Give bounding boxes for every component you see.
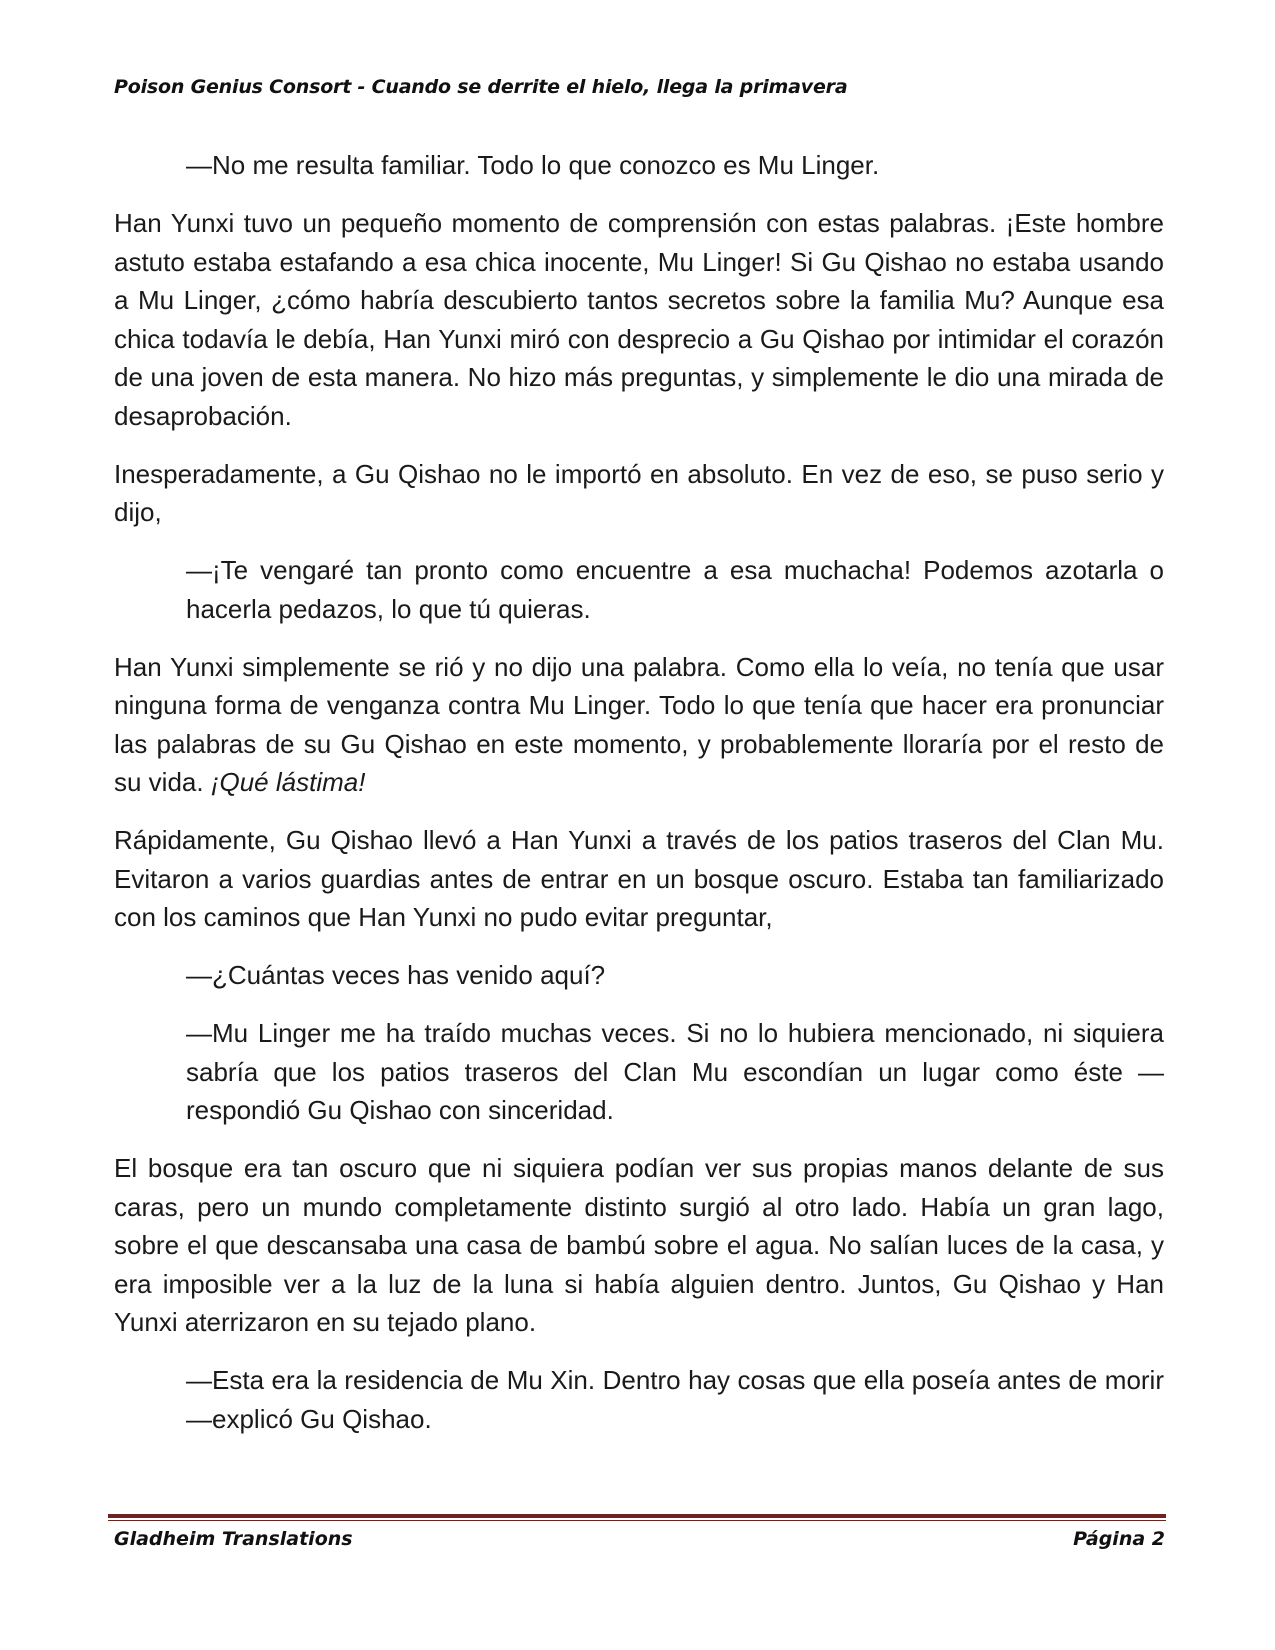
body-text [114, 146, 1164, 1458]
paragraph-narration [114, 648, 1164, 802]
paragraph-dialogue: —Mu Linger me ha traído muchas veces. Si no lo hubiera mencionado, ni siquiera sabría que los patios traseros del Clan Mu escondían un lugar como éste —respondió Gu Qishao con sinceridad. [186, 1018, 1164, 1125]
paragraph-dialogue: —Esta era la residencia de Mu Xin. Dentro hay cosas que ella poseía antes de morir —explicó Gu Qishao. [186, 1365, 1164, 1434]
paragraph-dialogue: —¿Cuántas veces has venido aquí? [186, 960, 606, 990]
italic-exclamation: ¡Qué lástima! [210, 767, 366, 797]
running-header-title: Poison Genius Consort - Cuando se derrite el hielo, llega la primavera [114, 76, 848, 98]
footer-publisher: Gladheim Translations [114, 1528, 353, 1550]
footer-divider-thin [108, 1520, 1166, 1521]
footer-divider-thick [108, 1514, 1166, 1518]
paragraph-narration: Rápidamente, Gu Qishao llevó a Han Yunxi a través de los patios traseros del Clan Mu. Evitaron a varios guardias antes de entrar en un bosque oscuro. Estaba tan familiarizado con los caminos que Han Yunxi no pudo evitar preguntar, [114, 825, 1164, 932]
paragraph-narration: Han Yunxi tuvo un pequeño momento de comprensión con estas palabras. ¡Este hombre astuto estaba estafando a esa chica inocente, Mu Linger! Si Gu Qishao no estaba usando a Mu Linger, ¿cómo habría descubierto tantos secretos sobre la familia Mu? Aunque esa chica todavía le debía, Han Yunxi miró con desprecio a Gu Qishao por intimidar el corazón de una joven de esta manera. No hizo más preguntas, y simplemente le dio una mirada de desaprobación. [114, 208, 1164, 431]
paragraph-narration: Inesperadamente, a Gu Qishao no le importó en absoluto. En vez de eso, se puso serio y dijo, [114, 458, 1164, 527]
paragraph-dialogue: —¡Te vengaré tan pronto como encuentre a esa muchacha! Podemos azotarla o hacerla pedazos, lo que tú quieras. [186, 555, 1164, 624]
paragraph-narration: El bosque era tan oscuro que ni siquiera podían ver sus propias manos delante de sus caras, pero un mundo completamente distinto surgió al otro lado. Había un gran lago, sobre el que descansaba una casa de bambú sobre el agua. No salían luces de la casa, y era imposible ver a la luz de la luna si había alguien dentro. Juntos, Gu Qishao y Han Yunxi aterrizaron en su tejado plano. [114, 1153, 1164, 1337]
paragraph-dialogue: —No me resulta familiar. Todo lo que conozco es Mu Linger. [186, 150, 880, 180]
page-number: Página 2 [1073, 1528, 1165, 1550]
paragraph-text: Han Yunxi simplemente se rió y no dijo una palabra. Como ella lo veía, no tenía que usar ninguna forma de venganza contra Mu Linger. Todo lo que tenía que hacer era pronunciar las palabras de su Gu Qishao en este momento, y probablemente lloraría por el resto de su vida. [114, 651, 1164, 797]
